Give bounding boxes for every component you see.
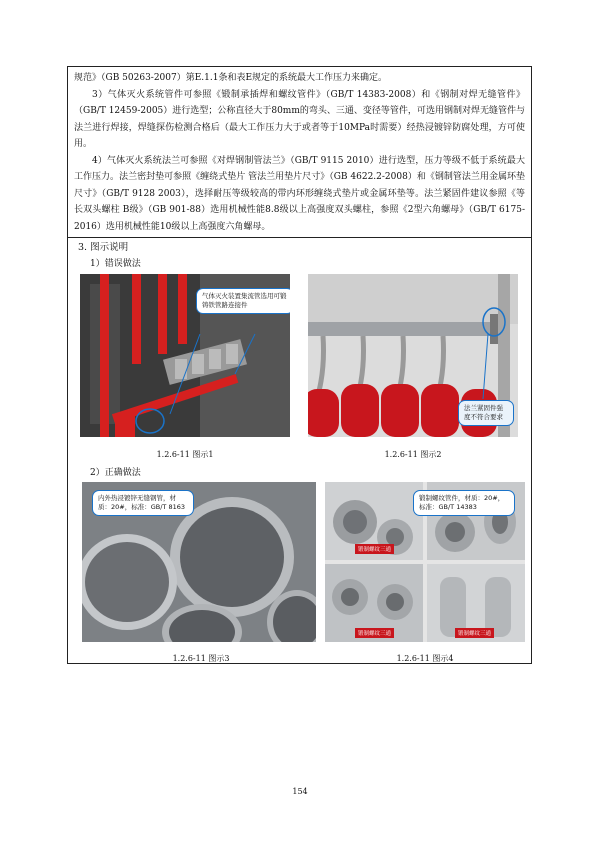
figure-1-caption: 1.2.6-11 图示1 <box>156 450 214 459</box>
paragraph-1: 规范》（GB 50263-2007）第E.1.1条和表E规定的系统最大工作压力来确定。 <box>74 73 388 83</box>
figure-4-tag-3: 锻制螺纹三通 <box>455 628 494 638</box>
section-divider <box>68 237 531 238</box>
figure-2-caption: 1.2.6-11 图示2 <box>384 450 442 459</box>
figure-2-callout: 法兰紧固件强度不符合要求 <box>458 400 514 426</box>
figure-4-caption: 1.2.6-11 图示4 <box>396 654 454 663</box>
section-title: 3. 图示说明 <box>78 242 129 253</box>
figure-4-tag-2: 锻制螺纹三通 <box>355 628 394 638</box>
figure-2-photo <box>308 274 518 437</box>
figure-4-callout: 锻制螺纹管件，材质：20#，标准：GB/T 14383 <box>413 490 515 516</box>
figure-1-callout: 气体灭火装置集流管选用可锻铸铁管路连接件 <box>196 288 290 314</box>
paragraph-2: 3）气体灭火系统管件可参照《锻制承插焊和螺纹管件》（GB/T 14383-2008）和《钢制对焊无缝管件》（GB/T 12459-2005）进行选型；公称直径大于80mm的弯头、三通、变径等管件，可选用钢制对焊无缝管件与法兰进行焊接，焊缝探伤检测合格后（最大工作压力大于或者等于10MPa时需要）经热浸镀锌防腐处理，方可使用。 <box>74 89 525 149</box>
figure-3-callout: 内外热浸镀锌无缝钢管，材质：20#，标准：GB/T 8163 <box>92 490 194 516</box>
correct-practice-label: 2）正确做法 <box>90 468 141 478</box>
figure-3-photo <box>82 482 316 642</box>
figure-4-photo <box>325 482 525 642</box>
paragraph-3: 4）气体灭火系统法兰可参照《对焊钢制管法兰》（GB/T 9115 2010）进行选型，压力等级不低于系统最大工作压力。法兰密封垫可参照《缠绕式垫片 管法兰用垫片尺寸》（GB 4622.2-2008）和《钢制管法兰用金属环垫 尺寸》（GB/T 9128 2003），选择耐压等级较高的带内环形缠绕式垫片或金属环垫等。法兰紧固件建议参照《等长双头螺柱 B级》（GB 901-88）选用机械性能8.8级以上高强度双头螺柱，参照《2型六角螺母》（GB/T 6175-2016）选用机械性能10级以上高强度六角螺母。 <box>74 155 525 232</box>
body-text <box>74 70 525 235</box>
wrong-practice-label: 1）错误做法 <box>90 259 141 269</box>
content-frame <box>67 66 532 664</box>
figure-3-caption: 1.2.6-11 图示3 <box>172 654 230 663</box>
page-number: 154 <box>292 787 308 796</box>
figure-1-photo <box>80 274 290 437</box>
figure-4-tag-1: 锻制螺纹三通 <box>355 544 394 554</box>
